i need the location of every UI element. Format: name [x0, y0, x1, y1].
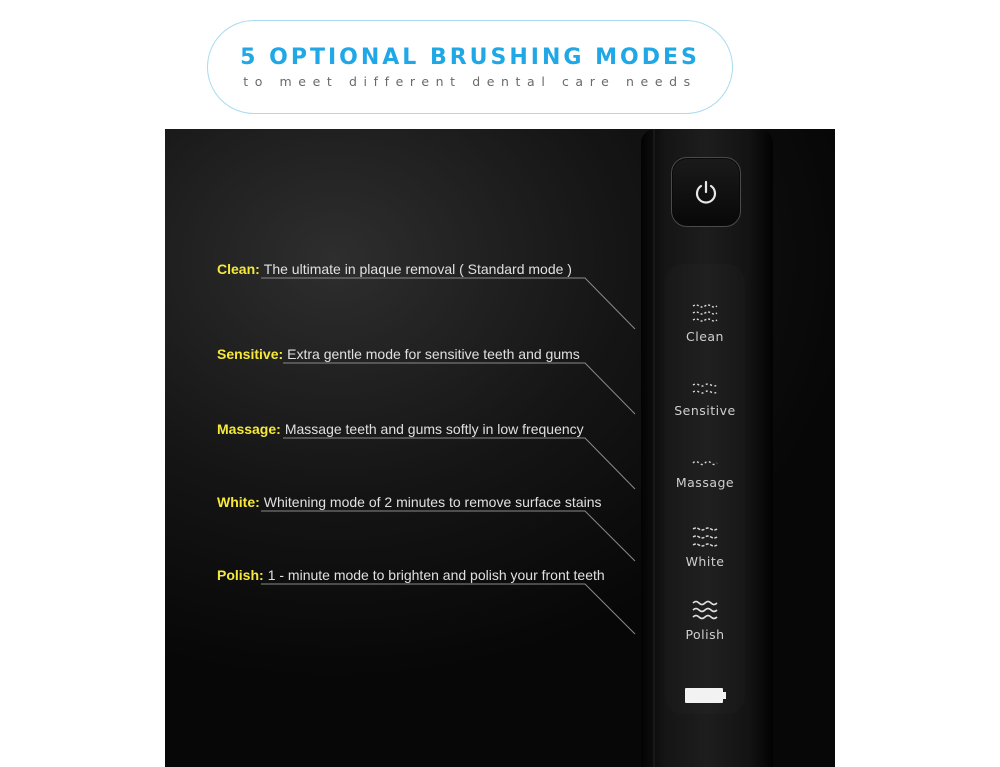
feature-name-clean: Clean	[217, 261, 256, 277]
feature-white: White: Whitening mode of 2 minutes to remove surface stains	[217, 494, 602, 510]
feature-desc-white: Whitening mode of 2 minutes to remove surface stains	[263, 494, 602, 510]
feature-name-massage: Massage	[217, 421, 277, 437]
mode-label-white: White	[685, 554, 725, 569]
feature-polish: Polish: 1 - minute mode to brighten and polish your front teeth	[217, 567, 605, 583]
page-title: 5 OPTIONAL BRUSHING MODES	[240, 45, 700, 70]
header-banner	[207, 20, 733, 114]
feature-name-polish: Polish	[217, 567, 260, 583]
feature-desc-clean: The ultimate in plaque removal ( Standard mode )	[263, 261, 572, 277]
leader-lines	[165, 129, 835, 767]
feature-desc-polish: 1 - minute mode to brighten and polish your front teeth	[267, 567, 605, 583]
mode-label-sensitive: Sensitive	[674, 403, 736, 418]
feature-clean: Clean: The ultimate in plaque removal ( Standard mode )	[217, 261, 572, 277]
feature-desc-sensitive: Extra gentle mode for sensitive teeth and gums	[287, 346, 580, 362]
feature-sensitive: Sensitive: Extra gentle mode for sensitive teeth and gums	[217, 346, 580, 362]
page-subtitle: to meet different dental care needs	[243, 74, 697, 89]
mode-label-clean: Clean	[686, 329, 724, 344]
mode-label-polish: Polish	[685, 627, 725, 642]
feature-name-white: White	[217, 494, 256, 510]
product-panel	[165, 129, 835, 767]
feature-desc-massage: Massage teeth and gums softly in low frequency	[284, 421, 584, 437]
mode-label-massage: Massage	[675, 475, 735, 490]
feature-massage: Massage: Massage teeth and gums softly in low frequency	[217, 421, 584, 437]
feature-name-sensitive: Sensitive	[217, 346, 279, 362]
